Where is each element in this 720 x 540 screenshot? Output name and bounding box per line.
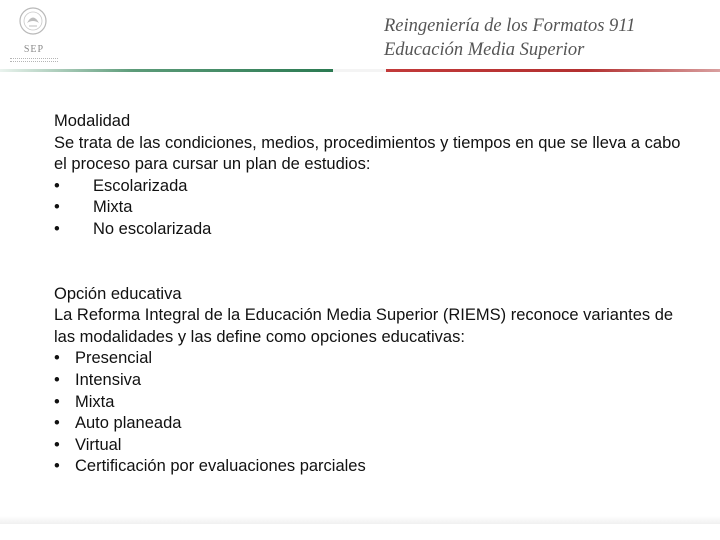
slide-content — [54, 111, 694, 478]
sep-logo — [8, 6, 60, 64]
list-item-label: Intensiva — [75, 370, 142, 389]
bullet-icon: • — [54, 414, 60, 433]
title-line-2: Educación Media Superior — [384, 40, 585, 60]
bullet-icon: • — [54, 349, 60, 368]
list-item — [54, 435, 694, 457]
list-item — [54, 176, 694, 198]
header-stripe-green — [0, 69, 333, 72]
list-item-label: Auto planeada — [75, 414, 182, 433]
bullet-icon: • — [54, 198, 60, 217]
list-item-label: Virtual — [75, 435, 122, 454]
header-stripe-red — [386, 69, 720, 72]
bullet-icon: • — [54, 370, 60, 389]
page-title — [384, 14, 714, 62]
title-line-1: Reingeniería de los Formatos 911 — [384, 16, 636, 36]
section-heading-modalidad: Modalidad — [54, 112, 131, 130]
list-item-label: No escolarizada — [93, 219, 212, 238]
section-intro-opcion: La Reforma Integral de la Educación Media Superior (RIEMS) reconoce variantes de las modalidades y las define como opciones educativas: — [54, 306, 674, 346]
list-item — [54, 370, 694, 392]
bullet-icon: • — [54, 176, 60, 195]
bullet-icon: • — [54, 435, 60, 454]
list-item — [54, 348, 694, 370]
list-item-label: Presencial — [75, 349, 153, 368]
list-item-label: Mixta — [75, 392, 115, 411]
list-item — [54, 219, 694, 241]
list-item — [54, 197, 694, 219]
list-item-label: Mixta — [93, 198, 133, 217]
bullet-icon: • — [54, 457, 60, 476]
footer-shadow — [0, 516, 720, 524]
section-intro-modalidad: Se trata de las condiciones, medios, procedimientos y tiempos en que se lleva a cabo el proceso para cursar un plan de estudios: — [54, 133, 681, 174]
bullet-icon: • — [54, 392, 60, 411]
section-heading-opcion: Opción educativa — [54, 284, 182, 303]
section-spacer — [54, 241, 694, 284]
bullet-icon: • — [54, 219, 60, 238]
logo-underline — [10, 58, 58, 62]
list-item-label: Escolarizada — [93, 176, 188, 195]
header-stripe-white — [333, 69, 386, 72]
list-item — [54, 392, 694, 414]
logo-text: SEP — [23, 44, 45, 55]
list-item — [54, 456, 694, 478]
list-item-label: Certificación por evaluaciones parciales — [75, 457, 366, 476]
list-item — [54, 413, 694, 435]
coat-of-arms-icon — [18, 6, 48, 36]
